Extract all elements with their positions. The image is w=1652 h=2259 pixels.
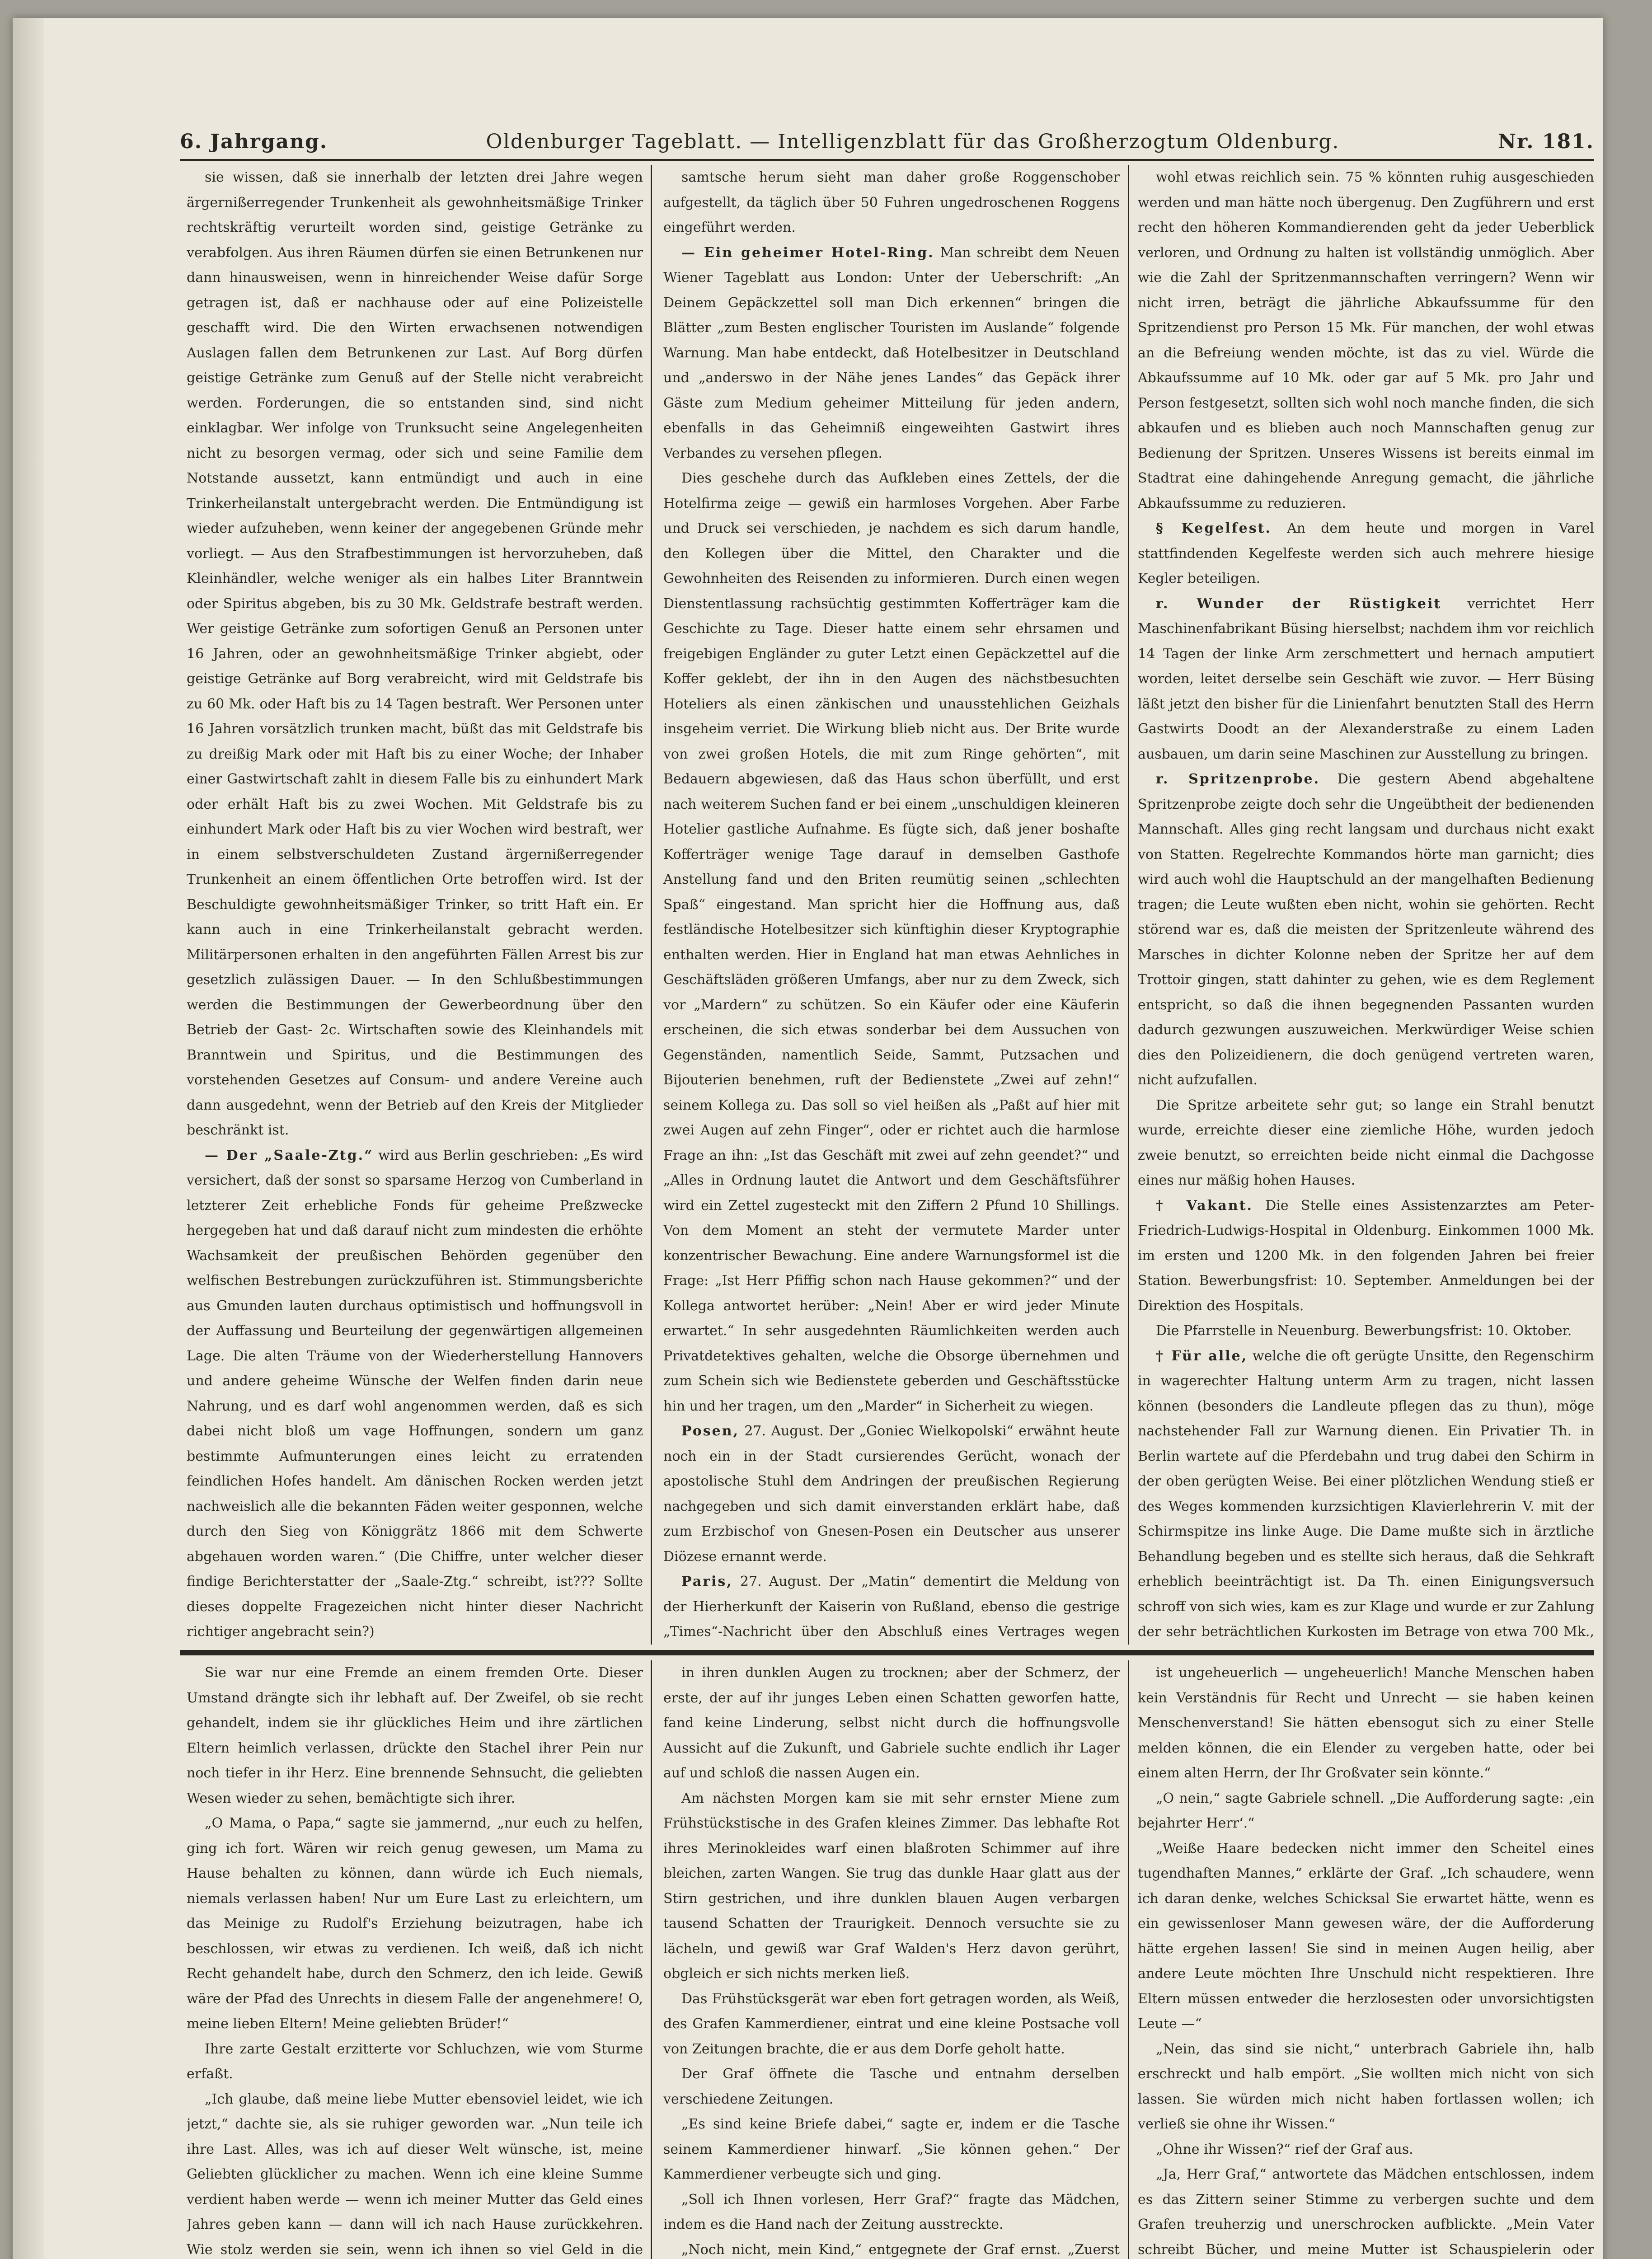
article-text: Die Stelle eines Assistenzarztes am Peter-Friedrich-Ludwigs-Hospital in Oldenburg. Einkommen 1000 Mk. im ersten und 1200 Mk. in den folgenden Jahren bei freier Station. Bewerbungsfrist: 10. September. Anmeldungen bei der Direktion des Hospitals. bbox=[1138, 1197, 1594, 1314]
newspaper-page bbox=[13, 18, 1603, 2259]
page-binding bbox=[13, 18, 44, 2259]
story-paragraph: „O nein,“ sagte Gabriele schnell. „Die Aufforderung sagte: ‚ein bejahrter Herr‘.“ bbox=[1138, 1790, 1594, 1831]
article-paragraph bbox=[663, 1569, 1120, 1645]
article-paragraph: sie wissen, daß sie innerhalb der letzten drei Jahre wegen ärgernißerregender Trunkenheit als gewohnheitsmäßige Trinker rechtskräftig verurteilt worden sind, geistige Getränke zu verabfolgen. Aus ihren Räumen dürfen sie einen Betrunkenen nur dann hinausweisen, wenn in hinreichender Weise dafür Sorge getragen ist, daß er nachhause oder auf eine Polizeistelle geschafft wird. Die den Wirten erwachsenen notwendigen Auslagen fallen dem Betrunkenen zur Last. Auf Borg dürfen geistige Getränke zum Genuß auf der Stelle nicht verabreicht werden. Forderungen, die so entstanden sind, sind nicht einklagbar. Wer infolge von Trunksucht seine Angelegenheiten nicht zu besorgen vermag, oder sich und seine Familie dem Notstande aussetzt, kann entmündigt und auch in eine Trinkerheilanstalt untergebracht werden. Die Entmündigung ist wieder aufzuheben, wenn keiner der angegebenen Gründe mehr vorliegt. — Aus den Strafbestimmungen ist hervorzuheben, daß Kleinhändler, welche weniger als ein halbes Liter Branntwein oder Spiritus abgeben, bis zu 30 Mk. Geldstrafe bestraft werden. Wer geistige Getränke zum sofortigen Genuß an Personen unter 16 Jahren, oder an gewohnheitsmäßige Trinker abgiebt, oder geistige Getränke auf Borg verabreicht, wird mit Geldstrafe bis zu 60 Mk. oder Haft bis zu 14 Tagen bestraft. Wer Personen unter 16 Jahren vorsätzlich trunken macht, büßt das mit Geldstrafe bis zu dreißig Mark oder mit Haft bis zu einer Woche; der Inhaber einer Gastwirtschaft zahlt in diesem Falle bis zu einhundert Mark oder erhält Haft bis zu zwei Wochen. Mit Geldstrafe bis zu einhundert Mark oder Haft bis zu vier Wochen wird bestraft, wer in einem selbstverschuldeten Zustand ärgernißerregender Trunkenheit an einem öffentlichen Orte betroffen wird. Ist der Beschuldigte gewohnheitsmäßiger Trinker, so tritt Haft ein. Er kann auch in eine Trinkerheilanstalt gebracht werden. Militärpersonen erhalten in den angeführten Fällen Arrest bis zur gesetzlich zulässigen Dauer. — In den Schlußbestimmungen werden die Bestimmungen der Gewerbeordnung über den Betrieb der Gast- 2c. Wirtschaften sowie des Kleinhandels mit Branntwein und Spiritus, und die Bestimmungen des vorstehenden Gesetzes auf Consum- und andere Vereine auch dann ausgedehnt, wenn der Betrieb auf den Kreis der Mitglieder beschränkt ist. bbox=[187, 169, 643, 1138]
feuilleton-column-divider-2 bbox=[1128, 1660, 1129, 2259]
article-headline: — Ein geheimer Hotel-Ring. bbox=[681, 244, 934, 261]
story-paragraph: „Ja, Herr Graf,“ antwortete das Mädchen entschlossen, indem es das Zittern seiner Stimme zu verbergen suchte und dem Grafen treuherzig und unerschrocken aufblickte. „Mein Vater schreibt Bücher, und meine Mutter ist Schauspielerin oder bbox=[1138, 2166, 1594, 2258]
page-header bbox=[180, 126, 1594, 157]
story-paragraph: Das Frühstücksgerät war eben fort getragen worden, als Weiß, des Grafen Kammerdiener, eintrat und eine kleine Postsache voll von Zeitungen brachte, die er aus dem Dorfe geholt hatte. bbox=[663, 1991, 1120, 2057]
feuilleton-column-2 bbox=[663, 1660, 1120, 2259]
article-paragraph: Dies geschehe durch das Aufkleben eines Zettels, der die Hotelfirma zeige — gewiß ein harmloses Vorgehen. Aber Farbe und Druck sei verschieden, je nachdem es sich darum handle, den Kollegen über die Mittel, den Charakter und die Gewohnheiten des Reisenden zu informieren. Durch einen wegen Dienstentlassung rachsüchtig gestimmten Kofferträger kam die Geschichte zu Tage. Dieser hatte einem sehr ehrsamen und freigebigen Engländer zu guter Letzt einen Gepäckzettel auf die Koffer geklebt, der ihn in den Augen des nächstbesuchten Hoteliers als einen zänkischen und unausstehlichen Geizhals insgeheim verriet. Die Wirkung blieb nicht aus. Der Brite wurde von zwei großen Hotels, die mit zum Ringe gehörten“, mit Bedauern abgewiesen, daß das Haus schon überfüllt, und erst nach weiterem Suchen fand er bei einem „unschuldigen kleineren Hotelier gastliche Aufnahme. Es fügte sich, daß jener boshafte Kofferträger wenige Tage darauf in demselben Gasthofe Anstellung fand und den Briten reumütig seinen „schlechten Spaß“ eingestand. Man spricht hier die Hoffnung aus, daß festländische Hotelbesitzer sich künftighin dieser Kryptographie enthalten werden. Hier in England hat man etwas Aehnliches in Geschäftsläden größeren Umfangs, aber nur zu dem Zweck, sich vor „Mardern“ zu schützen. So ein Käufer oder eine Käuferin erscheinen, die sich etwas sonderbar bei dem Aussuchen von Gegenständen, namentlich Seide, Sammt, Putzsachen und Bijouterien benehmen, ruft der Bedienstete „Zwei auf zehn!“ seinem Kollega zu. Das soll so viel heißen als „Paßt auf hier mit zwei Augen auf zehn Finger“, oder er richtet auch die harmlose Frage an ihn: „Ist das Geschäft mit zwei auf zehn geendet?“ und „Alles in Ordnung lautet die Antwort und dem Geschäftsführer wird ein Zettel zugesteckt mit den Ziffern 2 Pfund 10 Shillings. Von dem Moment an steht der vermutete Marder unter konzentrischer Bewachung. Eine andere Warnungsformel ist die Frage: „Ist Herr Pfiffig schon nach Hause gekommen?“ und der Kollega antwortet herüber: „Nein! Aber er wird jeder Minute erwartet.“ In sehr ausgedehnten Räumlichkeiten werden auch Privatdetektives gehalten, welche die Obsorge übernehmen und zum Schein sich wie Bedienstete geberden und Geschäftsstücke hin und her tragen, um den „Marder“ in Sicherheit zu wiegen. bbox=[663, 470, 1120, 1414]
story-paragraph: „Weiße Haare bedecken nicht immer den Scheitel eines tugendhaften Mannes,“ erklärte der Graf. „Ich schaudere, wenn ich daran denke, welches Schicksal Sie erwartet hätte, wenn es ein gewissenloser Mann gewesen wäre, der die Aufforderung hätte ergehen lassen! Sie sind in meinen Augen heilig, aber andere Leute möchten Ihre Unschuld nicht respektieren. Ihre Eltern müssen entweder die herzlosesten oder unvorsichtigsten Leute —“ bbox=[1138, 1840, 1594, 2032]
feuilleton-divider bbox=[180, 1650, 1594, 1655]
article-text: An dem heute und morgen in Varel stattfindenden Kegelfeste werden sich auch mehrere hiesige Kegler beteiligen. bbox=[1138, 520, 1594, 586]
article-headline: r. Spritzenprobe. bbox=[1156, 771, 1320, 787]
article-text: 27. August. Der „Matin“ dementirt die Meldung von der Hierherkunft der Kaiserin von Rußland, ebenso die gestrige „Times“-Nachricht über den Abschluß eines Vertrages wegen bbox=[663, 1574, 1120, 1640]
article-paragraph bbox=[1138, 767, 1594, 1093]
story-paragraph: „Nein, das sind sie nicht,“ unterbrach Gabriele ihn, halb erschreckt und halb empört. „Sie wollten mich nicht von sich lassen. Sie würden mich nicht haben fortlassen wollen; ich verließ sie ohne ihr Wissen.“ bbox=[1138, 2041, 1594, 2132]
article-headline: Paris, bbox=[681, 1574, 733, 1589]
article-paragraph: Die Pfarrstelle in Neuenburg. Bewerbungsfrist: 10. Oktober. bbox=[1156, 1323, 1572, 1339]
article-headline: † Für alle, bbox=[1156, 1348, 1248, 1364]
story-paragraph: Sie war nur eine Fremde an einem fremden Orte. Dieser Umstand drängte sich ihr lebhaft auf. Der Zweifel, ob sie recht gehandelt, indem sie ihr glückliches Heim und ihre zärtlichen Eltern heimlich verlassen, drückte den Stachel ihrer Pein nur noch tiefer in ihr Herz. Eine brennende Sehnsucht, die geliebten Wesen wieder zu sehen, bemächtigte sich ihrer. bbox=[187, 1665, 643, 1806]
header-rule bbox=[180, 159, 1594, 161]
article-headline: § Kegelfest. bbox=[1156, 520, 1272, 536]
column-divider-2 bbox=[1128, 165, 1129, 1645]
article-text: Die gestern Abend abgehaltene Spritzenprobe zeigte doch sehr die Ungeübtheit der bedienenden Mannschaft. Alles ging recht langsam und durchaus nicht exakt von Statten. Regelrechte Kommandos hörte man garnicht; dies wird auch wohl die Hauptschuld an der mangelhaften Bedienung tragen; die Leute wußten eben nicht, wohin sie gehörten. Recht störend war es, daß die meisten der Spritzenleute während des Marsches in dichter Kolonne neben der Spritze her auf dem Trottoir gingen, statt dahinter zu gehen, wie es dem Reglement entspricht, so daß die ihnen begegnenden Passanten wurden dadurch gezwungen auszuweichen. Merkwürdiger Weise schien dies den Polizeidienern, die doch genügend vertreten waren, nicht aufzufallen. bbox=[1138, 771, 1594, 1088]
article-text: Man schreibt dem Neuen Wiener Tageblatt aus London: Unter der Ueberschrift: „An Deinem Gepäckzettel soll man Dich erkennen“ bringen die Blätter „zum Besten englischer Touristen im Auslande“ folgende Warnung. Man habe entdeckt, daß Hotelbesitzer in Deutschland und „anderswo in der Nähe jenes Landes“ das Gepäck ihrer Gäste zum Medium geheimer Mitteilung für jeden andern, ebenfalls in das Geheimniß eingeweihten Gastwirt ihres Verbandes zu versehen pflegen. bbox=[663, 244, 1120, 461]
article-paragraph bbox=[1138, 591, 1594, 767]
story-paragraph: Am nächsten Morgen kam sie mit sehr ernster Miene zum Frühstückstische in des Grafen kleines Zimmer. Das lebhafte Rot ihres Merinokleides warf einen blaßroten Schimmer auf ihre bleichen, zarten Wangen. Sie trug das dunkle Haar glatt aus der Stirn gestrichen, und ihre dunklen blauen Augen verbargen tausend Schatten der Traurigkeit. Dennoch versuchte sie zu lächeln, und gewiß war Graf Walden's Herz davon gerührt, obgleich er sich nichts merken ließ. bbox=[663, 1790, 1120, 1982]
article-headline: r. Wunder der Rüstigkeit bbox=[1156, 595, 1442, 612]
feuilleton-column-divider-1 bbox=[651, 1660, 652, 2259]
story-paragraph: „O Mama, o Papa,“ sagte sie jammernd, „nur euch zu helfen, ging ich fort. Wären wir reich genug gewesen, um Mama zu Hause behalten zu können, dann würde ich Euch niemals, niemals verlassen haben! Nur um Eure Last zu erleichtern, um das Meinige zu Rudolf's Erziehung beizutragen, habe ich beschlossen, wir etwas zu verdienen. Ich weiß, daß ich nicht Recht gehandelt habe, durch den Schmerz, den ich leide. Gewiß wäre der Pfad des Unrechts in diesem Falle der angenehmere! O, meine lieben Eltern! Meine geliebten Brüder!“ bbox=[187, 1815, 643, 2032]
issue-number: Nr. 181. bbox=[1497, 130, 1594, 153]
article-headline: Posen, bbox=[681, 1423, 739, 1439]
column-divider-1 bbox=[651, 165, 652, 1645]
article-paragraph bbox=[1138, 1344, 1594, 1645]
article-paragraph bbox=[1138, 516, 1594, 591]
story-paragraph: „Ich glaube, daß meine liebe Mutter ebensoviel leidet, wie ich jetzt,“ dachte sie, als sie ruhiger geworden war. „Nun teile ich ihre Last. Alles, was ich auf dieser Welt wünsche, ist, meine Geliebten glücklicher zu machen. Wenn ich eine kleine Summe verdient haben werde — wenn ich meiner Mutter das Geld eines Jahres geben kann — dann will ich nach Hause zurückkehren. Wie stolz werden sie sein, wenn ich ihnen so viel Geld in die bbox=[187, 2091, 643, 2258]
article-paragraph bbox=[663, 1419, 1120, 1569]
feuilleton-column-1 bbox=[187, 1660, 643, 2259]
story-paragraph: Ihre zarte Gestalt erzitterte vor Schluchzen, wie vom Sturme erfaßt. bbox=[187, 2041, 643, 2082]
volume-label: 6. Jahrgang. bbox=[180, 130, 328, 153]
article-text: welche die oft gerügte Unsitte, den Regenschirm in wagerechter Haltung unterm Arm zu tragen, nicht lassen können (besonders die Landleute pflegen das zu thun), möge nachstehender Fall zur Warnung dienen. Ein Privatier Th. in Berlin wartete auf die Pferdebahn und trug dabei den Schirm in der oben gerügten Weise. Bei einer plötzlichen Wendung stieß er des Weges kommenden kurzsichtigen Klavierlehrerin V. mit der Schirmspitze ins linke Auge. Die Dame mußte sich in ärztliche Behandlung begeben und es stellte sich heraus, daß die Sehkraft erheblich beeinträchtigt ist. Da Th. einen Einigungsversuch schroff von sich wies, kam es zur Klage und wurde er zur Zahlung der sehr beträchtlichen Kurkosten im Betrage von etwa 700 Mk., bbox=[1138, 1348, 1594, 1640]
article-paragraph bbox=[1138, 1193, 1594, 1319]
article-paragraph bbox=[663, 240, 1120, 466]
article-paragraph: Die Spritze arbeitete sehr gut; so lange ein Strahl benutzt wurde, erreichte dieser eine ziemliche Höhe, wurden jedoch zweie benutzt, so erreichten beide nicht einmal die Dachgosse eines nur mäßig hohen Hauses. bbox=[1138, 1097, 1594, 1188]
article-headline: — Der „Saale-Ztg.“ bbox=[205, 1147, 374, 1163]
story-paragraph: „Ohne ihr Wissen?“ rief der Graf aus. bbox=[1156, 2141, 1413, 2157]
story-paragraph: in ihren dunklen Augen zu trocknen; aber der Schmerz, der erste, der auf ihr junges Leben einen Schatten geworfen hatte, fand keine Linderung, selbst nicht durch die hoffnungsvolle Aussicht auf die Zukunft, und Gabriele suchte endlich ihr Lager auf und schloß die nassen Augen ein. bbox=[663, 1665, 1120, 1781]
article-text: wird aus Berlin geschrieben: „Es wird versichert, daß der sonst so sparsame Herzog von Cumberland in letzterer Zeit erhebliche Fonds für geheime Preßzwecke hergegeben hat und daß darauf nicht zum mindesten die erhöhte Wachsamkeit der preußischen Behörden gegenüber den welfischen Bestrebungen zurückzuführen ist. Stimmungsberichte aus Gmunden lauten durchaus optimistisch und hoffnungsvoll in der Auffassung und Beurteilung der gegenwärtigen allgemeinen Lage. Die alten Träume von der Wiederherstellung Hannovers und andere geheime Wünsche der Welfen finden darin neue Nahrung, und es darf wohl angenommen werden, daß es sich dabei nicht bloß um vage Hoffnungen, sondern um ganz bestimmte Aufmunterungen eines leicht zu erratenden feindlichen Hofes handelt. Am dänischen Rocken werden jetzt nachweislich alle die bekannten Fäden weiter gesponnen, welche durch den Sieg von Königgrätz 1866 mit dem Schwerte abgehauen worden waren.“ (Die Chiffre, unter welcher dieser findige Berichterstatter der „Saale-Ztg.“ schreibt, ist??? Sollte dieses doppelte Fragezeichen nicht hinter dieser Nachricht richtiger angebracht sein?) bbox=[187, 1147, 643, 1640]
story-paragraph: ist ungeheuerlich — ungeheuerlich! Manche Menschen haben kein Verständnis für Recht und Unrecht — sie haben keinen Menschenverstand! Sie hätten ebensogut sich zu einer Stelle melden können, die ein Elender zu vergeben hatte, oder bei einem alten Herrn, der Ihr Großvater sein könnte.“ bbox=[1138, 1665, 1594, 1781]
article-paragraph: samtsche herum sieht man daher große Roggenschober aufgestellt, da täglich über 50 Fuhren ungedroschenen Roggens eingeführt werden. bbox=[663, 169, 1120, 235]
story-paragraph: „Noch nicht, mein Kind,“ entgegnete der Graf ernst. „Zuerst bbox=[681, 2241, 1120, 2258]
article-text: verrichtet Herr Maschinenfabrikant Büsing hierselbst; nachdem ihm vor reichlich 14 Tagen der linke Arm zerschmettert und hernach amputiert worden, leitet derselbe sein Geschäft wie zuvor. — Herr Büsing läßt jetzt den bisher für die Linienfahrt benutzten Stall des Herrn Gastwirts Doodt an der Alexanderstraße zu einem Laden ausbauen, um darin seine Maschinen zur Ausstellung zu bringen. bbox=[1138, 595, 1594, 762]
story-paragraph: „Soll ich Ihnen vorlesen, Herr Graf?“ fragte das Mädchen, indem es die Hand nach der Zeitung ausstreckte. bbox=[663, 2191, 1120, 2232]
story-paragraph: „Es sind keine Briefe dabei,“ sagte er, indem er die Tasche seinem Kammerdiener hinwarf. „Sie können gehen.“ Der Kammerdiener verbeugte sich und ging. bbox=[663, 2116, 1120, 2182]
article-column-3 bbox=[1138, 165, 1594, 1645]
article-paragraph bbox=[187, 1143, 643, 1645]
article-column-2 bbox=[663, 165, 1120, 1645]
article-text: 27. August. Der „Goniec Wielkopolski“ erwähnt heute noch ein in der Stadt cursierendes Gerücht, wonach der apostolische Stuhl dem Andringen der preußischen Regierung nachgegeben und sich damit einverstanden erklärt habe, daß zum Erzbischof von Gnesen-Posen ein Deutscher aus unserer Diözese ernannt werde. bbox=[663, 1423, 1120, 1565]
feuilleton-column-3 bbox=[1138, 1660, 1594, 2259]
masthead-title: Oldenburger Tageblatt. — Intelligenzblatt für das Großherzogtum Oldenburg. bbox=[486, 130, 1340, 153]
article-headline: † Vakant. bbox=[1156, 1197, 1253, 1214]
article-paragraph: wohl etwas reichlich sein. 75 % könnten ruhig ausgeschieden werden und man hätte noch übergenug. Den Zugführern und erst recht den höheren Kommandierenden geht da jeder Ueberblick verloren, und Ordnung zu halten ist vollständig unmöglich. Aber wie die Zahl der Spritzenmannschaften verringern? Wenn wir nicht irren, beträgt die jährliche Abkaufssumme für den Spritzendienst pro Person 15 Mk. Für manchen, der wohl etwas an die Befreiung wenden möchte, ist das zu viel. Würde die Abkaufssumme auf 10 Mk. oder gar auf 5 Mk. pro Jahr und Person festgesetzt, sollten sich wohl noch manche finden, die sich abkaufen und es blieben auch noch Mannschaften genug zur Bedienung der Spritzen. Unseres Wissens ist bereits einmal im Stadtrat eine dahingehende Anregung gemacht, die jährliche Abkaufssumme zu reduzieren. bbox=[1138, 169, 1594, 511]
article-column-1 bbox=[187, 165, 643, 1645]
story-paragraph: Der Graf öffnete die Tasche und entnahm derselben verschiedene Zeitungen. bbox=[663, 2066, 1120, 2107]
